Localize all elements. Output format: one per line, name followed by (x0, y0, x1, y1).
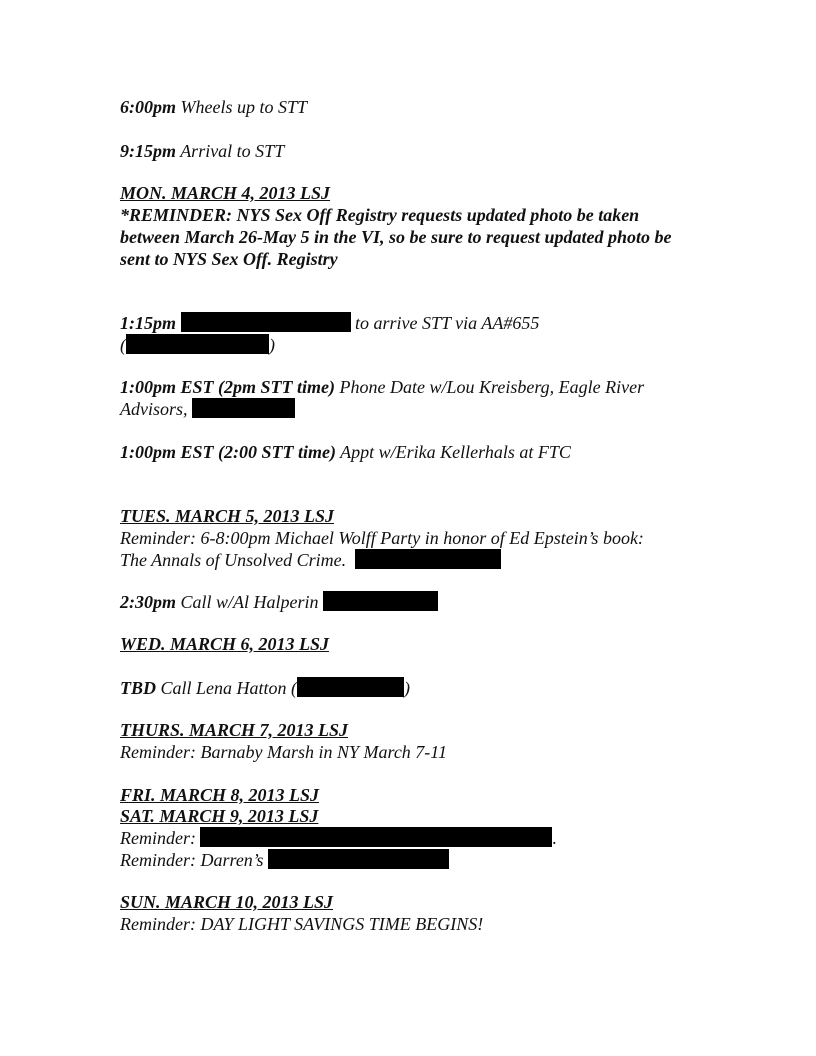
redaction-block (126, 334, 269, 354)
entry-time: 6:00pm (120, 97, 176, 117)
reminder-line (120, 827, 557, 849)
paren-close: ) (269, 335, 275, 355)
entry-text: Wheels up to STT (180, 97, 308, 117)
entry-time: 9:15pm (120, 141, 176, 161)
entry-text: Advisors, (120, 399, 188, 419)
entry-text: to arrive STT via AA#655 (355, 313, 540, 333)
day-header-saturday: SAT. MARCH 9, 2013 LSJ (120, 806, 319, 826)
entry-time: 1:00pm EST (2:00 STT time) (120, 442, 336, 462)
schedule-entry-continued (120, 334, 275, 356)
reminder-text: Reminder: (120, 828, 196, 848)
reminder-text: Reminder: Darren’s (120, 850, 264, 870)
entry-text: Phone Date w/Lou Kreisberg, Eagle River (339, 377, 645, 397)
schedule-entry (120, 441, 571, 463)
reminder-line: *REMINDER: NYS Sex Off Registry requests updated photo be taken (120, 205, 640, 225)
day-header-friday: FRI. MARCH 8, 2013 LSJ (120, 785, 320, 805)
redaction-block (192, 398, 295, 418)
schedule-entry (120, 376, 644, 398)
entry-time: TBD (120, 678, 156, 698)
reminder-line (120, 549, 501, 571)
entry-text: Arrival to STT (180, 141, 285, 161)
reminder-text: The Annals of Unsolved Crime. (120, 550, 347, 570)
day-header-thursday: THURS. MARCH 7, 2013 LSJ (120, 720, 349, 740)
entry-text: Appt w/Erika Kellerhals at FTC (340, 442, 571, 462)
reminder-line: Reminder: 6-8:00pm Michael Wolff Party in honor of Ed Epstein’s book: (120, 528, 644, 548)
schedule-entry-continued (120, 398, 295, 420)
entry-time: 1:15pm (120, 313, 176, 333)
entry-time: 1:00pm EST (2pm STT time) (120, 377, 335, 397)
day-header-wednesday: WED. MARCH 6, 2013 LSJ (120, 634, 330, 654)
redaction-block (323, 591, 438, 611)
schedule-entry (120, 140, 284, 162)
schedule-entry (120, 677, 410, 699)
reminder-line: Reminder: DAY LIGHT SAVINGS TIME BEGINS! (120, 914, 484, 934)
redaction-block (297, 677, 404, 697)
redaction-block (355, 549, 501, 569)
entry-text: Call Lena Hatton ( (160, 678, 298, 698)
day-header-monday: MON. MARCH 4, 2013 LSJ (120, 183, 331, 203)
reminder-line: Reminder: Barnaby Marsh in NY March 7-11 (120, 742, 447, 762)
schedule-entry (120, 96, 307, 118)
entry-text: Call w/Al Halperin (180, 592, 319, 612)
reminder-line (120, 849, 449, 871)
reminder-period: . (552, 828, 557, 848)
redaction-block (200, 827, 552, 847)
reminder-line: sent to NYS Sex Off. Registry (120, 249, 338, 269)
schedule-entry (120, 591, 438, 613)
reminder-line: between March 26-May 5 in the VI, so be sure to request updated photo be (120, 227, 672, 247)
day-header-sunday: SUN. MARCH 10, 2013 LSJ (120, 892, 334, 912)
paren-close: ) (404, 678, 411, 698)
redaction-block (181, 312, 351, 332)
redaction-block (268, 849, 449, 869)
paren-open: ( (120, 335, 126, 355)
day-header-tuesday: TUES. MARCH 5, 2013 LSJ (120, 506, 335, 526)
entry-time: 2:30pm (120, 592, 176, 612)
schedule-entry (120, 312, 539, 334)
